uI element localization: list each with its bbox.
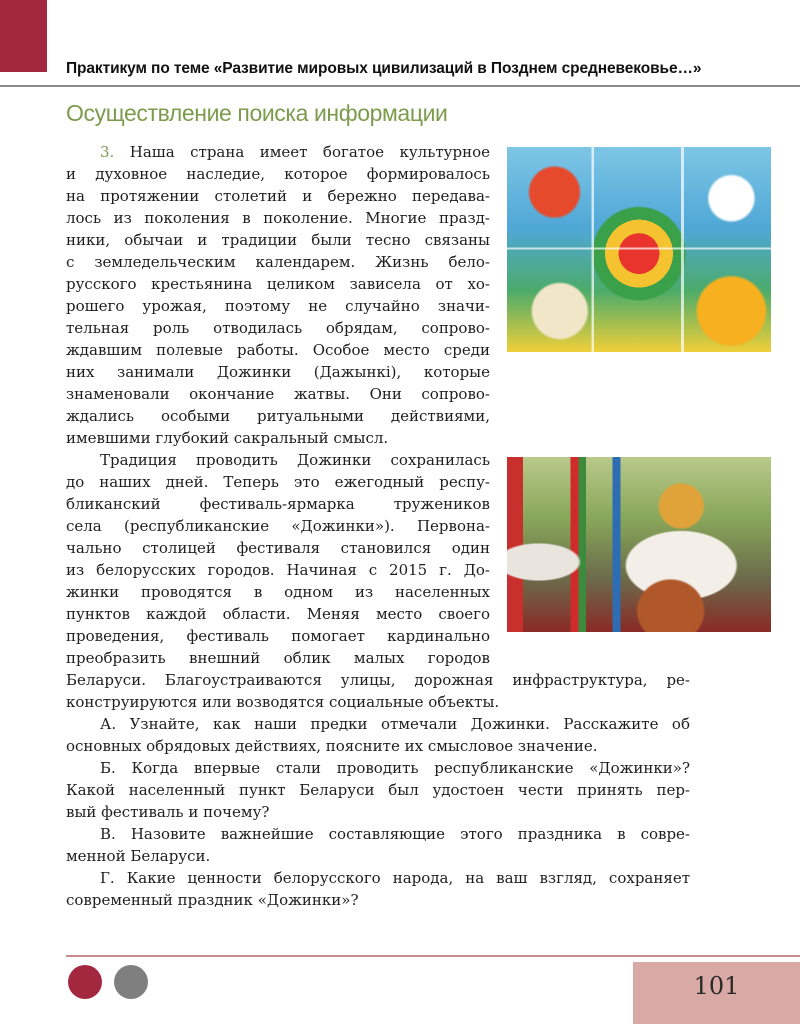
text-line xyxy=(66,471,490,493)
text-line xyxy=(66,251,490,273)
line-text: А. Узнайте, как наши предки отмечали Дожинки. Расскажите об xyxy=(100,715,690,733)
line-text: с земледельческим календарем. Жизнь бело- xyxy=(66,253,490,271)
text-line xyxy=(66,537,490,559)
text-line xyxy=(66,669,690,691)
text-line xyxy=(66,229,490,251)
line-text: из белорусских городов. Начиная с 2015 г. До- xyxy=(66,561,490,579)
line-text: знаменовали окончание жатвы. Они сопрово- xyxy=(66,385,490,403)
text-line xyxy=(66,295,490,317)
line-text: и духовное наследие, которое формировалось xyxy=(66,165,490,183)
text-line xyxy=(66,603,490,625)
text-line xyxy=(66,317,490,339)
text-line xyxy=(66,493,490,515)
line-text: Какой населенный пункт Беларуси был удостоен чести принять пер- xyxy=(66,781,690,799)
line-text: ждавшим полевые работы. Особое место среди xyxy=(66,341,490,359)
line-text: жинки проводятся в одном из населенных xyxy=(66,583,490,601)
text-line xyxy=(66,405,490,427)
text-line xyxy=(66,735,690,757)
text-line xyxy=(66,823,690,845)
line-text: ники, обычаи и традиции были тесно связаны xyxy=(66,231,490,249)
line-text: пунктов каждой области. Меняя место своего xyxy=(66,605,490,623)
text-line xyxy=(66,779,690,801)
header-divider xyxy=(0,85,800,87)
line-text: них занимали Дожинки (Дажынкі), которые xyxy=(66,363,490,381)
text-line xyxy=(66,559,490,581)
running-header: Практикум по теме «Развитие мировых цивилизаций в Позднем средневековье…» xyxy=(66,60,702,77)
footer-divider xyxy=(66,955,800,957)
stamp-sheet-image xyxy=(507,147,771,352)
festival-photo-image xyxy=(507,457,771,632)
text-line xyxy=(66,889,690,911)
page-number-box xyxy=(633,962,800,1024)
line-text: преобразить внешний облик малых городов xyxy=(66,649,490,667)
line-text: имевшими глубокий сакральный смысл. xyxy=(66,429,389,447)
line-text: рошего урожая, поэтому не случайно значи- xyxy=(66,297,490,315)
text-line xyxy=(66,801,690,823)
task-number: 3. xyxy=(100,143,130,161)
line-text: Г. Какие ценности белорусского народа, на ваш взгляд, сохраняет xyxy=(100,869,690,887)
text-line xyxy=(66,185,490,207)
text-line xyxy=(66,141,490,163)
line-text: Беларуси. Благоустраиваются улицы, дорожная инфраструктура, ре- xyxy=(66,671,690,689)
text-line xyxy=(66,757,690,779)
line-text: современный праздник «Дожинки»? xyxy=(66,891,359,909)
page-number: 101 xyxy=(693,972,740,1000)
text-line xyxy=(66,581,490,603)
text-line xyxy=(66,691,690,713)
line-text: Традиция проводить Дожинки сохранилась xyxy=(100,451,490,469)
text-line xyxy=(66,449,490,471)
line-text: села (республиканские «Дожинки»). Первона- xyxy=(66,517,490,535)
text-line xyxy=(66,515,490,537)
text-line xyxy=(66,207,490,229)
line-text: бликанский фестиваль-ярмарка тружеников xyxy=(66,495,490,513)
text-line xyxy=(66,647,490,669)
text-line xyxy=(66,867,690,889)
line-text: менной Беларуси. xyxy=(66,847,211,865)
text-line xyxy=(66,163,490,185)
text-line xyxy=(66,361,490,383)
text-line xyxy=(66,427,490,449)
section-heading: Осуществление поиска информации xyxy=(66,100,448,126)
stamp-perforation-grid xyxy=(507,147,771,352)
line-text: на протяжении столетий и бережно передава- xyxy=(66,187,490,205)
line-text: русского крестьянина целиком зависела от хо- xyxy=(66,275,490,293)
line-text: ждались особыми ритуальными действиями, xyxy=(66,407,490,425)
line-text: конструируются или возводятся социальные объекты. xyxy=(66,693,500,711)
footer-gray-circle xyxy=(114,965,148,999)
line-text: В. Назовите важнейшие составляющие этого праздника в совре- xyxy=(100,825,690,843)
line-text: Б. Когда впервые стали проводить республиканские «Дожинки»? xyxy=(100,759,690,777)
text-line xyxy=(66,273,490,295)
line-text: вый фестиваль и почему? xyxy=(66,803,270,821)
line-text: проведения, фестиваль помогает кардинально xyxy=(66,627,490,645)
line-text: лось из поколения в поколение. Многие празд- xyxy=(66,209,490,227)
corner-accent-block xyxy=(0,0,47,72)
text-line xyxy=(66,383,490,405)
line-text: Наша страна имеет богатое культурное xyxy=(129,143,490,161)
footer-red-circle xyxy=(68,965,102,999)
text-line xyxy=(66,625,490,647)
text-line xyxy=(66,339,490,361)
line-text: основных обрядовых действиях, поясните их смысловое значение. xyxy=(66,737,598,755)
line-text: тельная роль отводилась обрядам, сопрово- xyxy=(66,319,490,337)
text-line xyxy=(66,713,690,735)
line-text: до наших дней. Теперь это ежегодный респу- xyxy=(66,473,490,491)
line-text: чально столицей фестиваля становился один xyxy=(66,539,490,557)
text-line xyxy=(66,845,690,867)
